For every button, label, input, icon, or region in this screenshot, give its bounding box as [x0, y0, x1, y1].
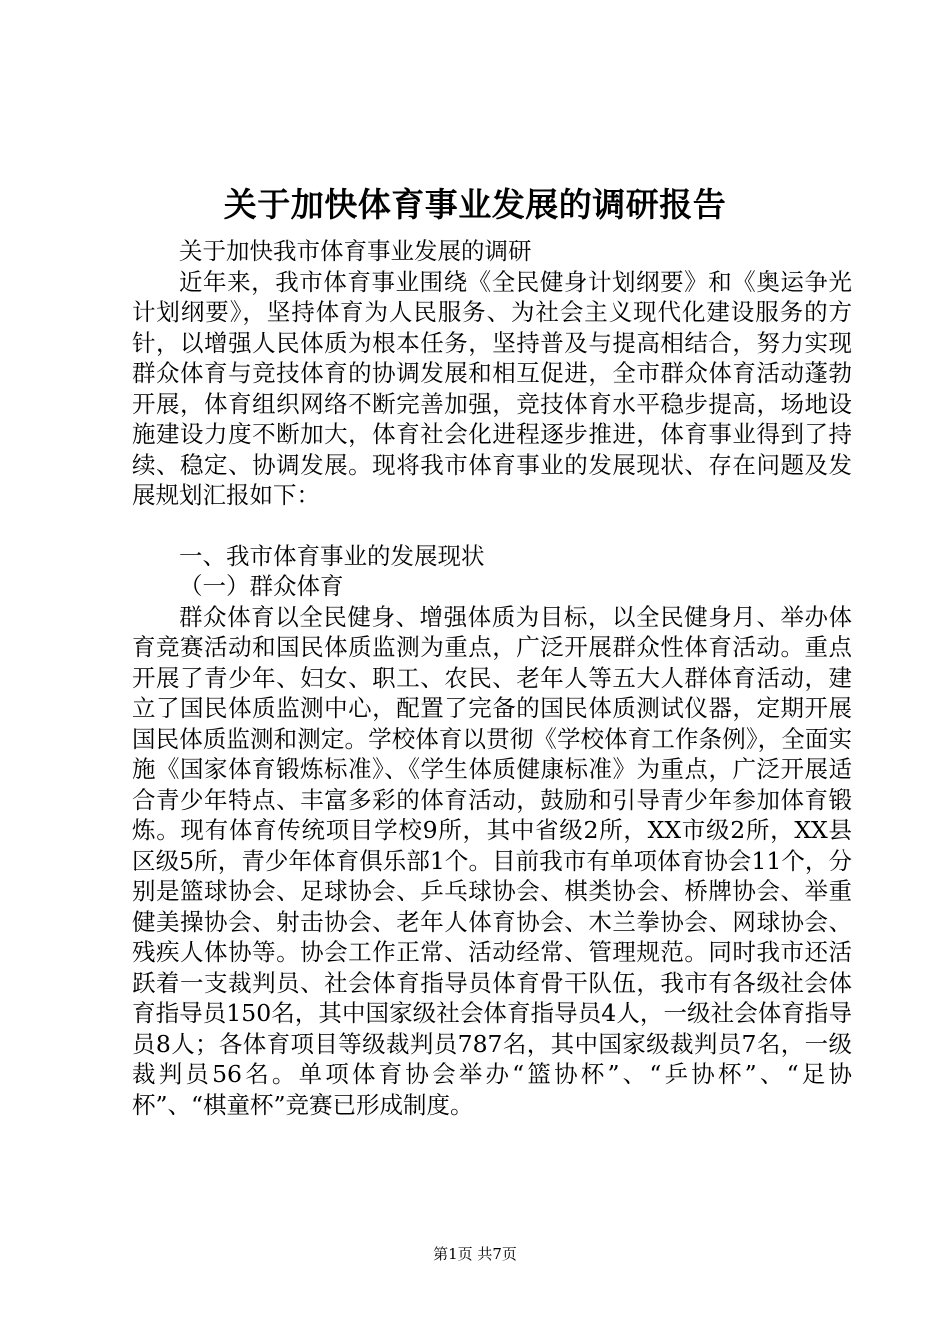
section-heading: 一、我市体育事业的发展现状 [179, 541, 485, 570]
document-body [132, 236, 852, 1120]
intro-paragraph: 近年来，我市体育事业围绕《全民健身计划纲要》和《奥运争光计划纲要》，坚持体育为人民服务、为社会主义现代化建设服务的方针，以增强人民体质为根本任务，坚持普及与提高相结合，努力实现群众体育与竞技体育的协调发展和相互促进，全市群众体育活动蓬勃开展，体育组织网络不断完善加强，竞技体育水平稳步提高，场地设施建设力度不断加大，体育社会化进程逐步推进，体育事业得到了持续、稳定、协调发展。现将我市体育事业的发展现状、存在问题及发展规划汇报如下： [132, 267, 852, 509]
subsection-heading: （一）群众体育 [179, 572, 344, 600]
document-title: 关于加快体育事业发展的调研报告 [223, 185, 727, 224]
subtitle-paragraph: 关于加快我市体育事业发展的调研 [179, 237, 532, 265]
body-paragraph: 群众体育以全民健身、增强体质为目标，以全民健身月、举办体育竞赛活动和国民体质监测为重点，广泛开展群众性体育活动。重点开展了青少年、妇女、职工、农民、老年人等五大人群体育活动，建立了国民体质监测中心，配置了完备的国民体质测试仪器，定期开展国民体质监测和测定。学校体育以贯彻《学校体育工作条例》，全面实施《国家体育锻炼标准》、《学生体质健康标准》为重点，广泛开展适合青少年特点、丰富多彩的体育活动，鼓励和引导青少年参加体育锻炼。现有体育传统项目学校9所，其中省级2所，XX市级2所，XX县区级5所，青少年体育俱乐部1个。目前我市有单项体育协会11个，分别是篮球协会、足球协会、乒乓球协会、棋类协会、桥牌协会、举重健美操协会、射击协会、老年人体育协会、木兰拳协会、网球协会、残疾人体协等。协会工作正常、活动经常、管理规范。同时我市还活跃着一支裁判员、社会体育指导员体育骨干队伍，我市有各级社会体育指导员150名，其中国家级社会体育指导员4人，一级社会体育指导员8人；各体育项目等级裁判员787名，其中国家级裁判员7名，一级裁判员56名。单项体育协会举办“篮协杯”、“乒协杯”、“足协杯”、“棋童杯”竞赛已形成制度。 [132, 602, 852, 1119]
page-footer: 第1页 共7页 [433, 1245, 517, 1263]
